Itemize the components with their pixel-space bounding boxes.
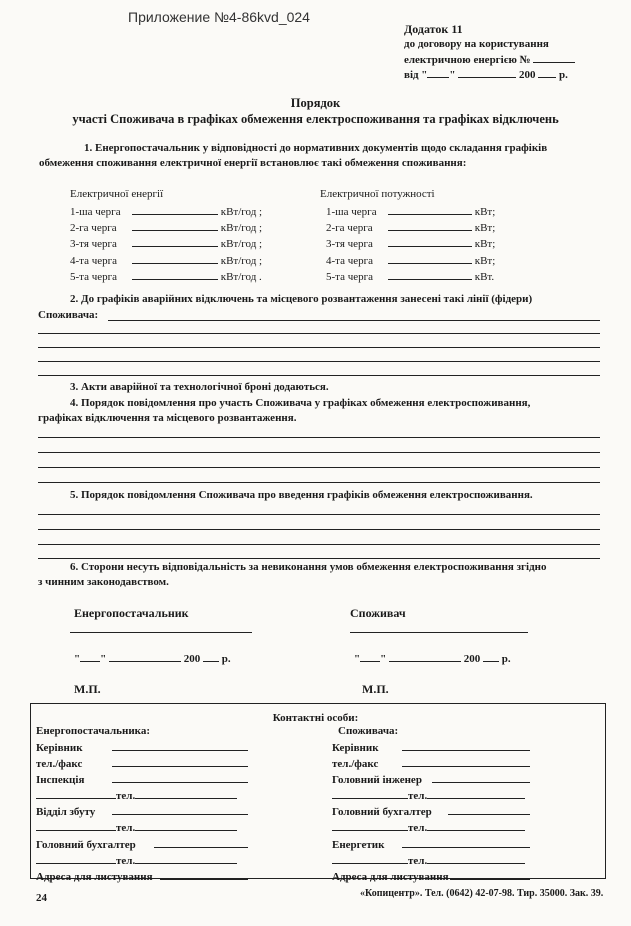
contact-blank[interactable] <box>36 788 116 799</box>
feeder-blank-line[interactable] <box>38 347 600 348</box>
contact-row: Адреса для листування <box>36 869 248 885</box>
year-prefix: 200 <box>519 69 536 81</box>
contact-blank[interactable] <box>450 869 530 880</box>
year-suffix: р. <box>559 69 568 81</box>
contact-blank[interactable] <box>112 756 248 767</box>
power-row: 1-ша черга кВт; <box>326 206 496 218</box>
contact-blank[interactable] <box>160 869 248 880</box>
contacts-title: Контактні особи: <box>272 712 359 724</box>
energy-value-blank[interactable] <box>132 204 218 215</box>
energy-row: 5-та черга кВт/год . <box>70 270 262 283</box>
contact-row: тел. <box>332 820 530 836</box>
supplier-day-blank[interactable] <box>80 651 100 662</box>
contact-blank[interactable] <box>135 820 237 831</box>
supplier-stamp-label: М.П. <box>74 682 101 696</box>
contact-row: тел. <box>36 820 248 836</box>
consumer-signature-label: Споживач <box>350 606 406 620</box>
energy-value-blank[interactable] <box>132 253 218 264</box>
section5-text: 5. Порядок повідомлення Споживача про введення графіків обмеження електроспоживання. <box>70 489 533 501</box>
appendix-date-line <box>404 67 568 81</box>
notification-blank-line[interactable] <box>38 452 600 453</box>
contact-row: Головний інженер <box>332 772 530 788</box>
document-title: Порядок <box>290 96 341 110</box>
section6-line1: 6. Сторони несуть відповідальність за невиконання умов обмеження електроспоживання згідно <box>70 561 547 573</box>
introduction-blank-line[interactable] <box>38 558 600 559</box>
supplier-date-line: " " 200 р. <box>74 653 231 665</box>
contact-row: тел. <box>332 788 530 804</box>
consumer-year-blank[interactable] <box>483 651 499 662</box>
date-quote-open: від " <box>404 69 428 81</box>
month-blank[interactable] <box>458 67 516 78</box>
introduction-blank-line[interactable] <box>38 544 600 545</box>
energy-row: 2-га черга кВт/год ; <box>70 222 263 235</box>
energy-value-blank[interactable] <box>132 269 218 280</box>
contact-row: Головний бухгалтер <box>36 837 248 853</box>
date-quote-close: " <box>449 69 456 81</box>
energy-column-header: Електричної енергії <box>70 188 164 200</box>
power-row: 2-га черга кВт; <box>326 222 496 235</box>
consumer-contacts-header: Споживача: <box>338 725 399 737</box>
power-value-blank[interactable] <box>388 220 472 231</box>
contact-row: тел./факс <box>332 756 530 772</box>
introduction-blank-line[interactable] <box>38 514 600 515</box>
power-limits-list <box>326 204 495 285</box>
section6-line2: з чинним законодавством. <box>38 576 169 588</box>
contact-blank[interactable] <box>36 853 116 864</box>
printer-imprint: «Копицентр». Тел. (0642) 42-07-98. Тир. 35000. Зак. 39. <box>360 888 604 899</box>
contact-blank[interactable] <box>402 740 530 751</box>
power-row: 3-тя черга кВт; <box>326 238 496 251</box>
power-row: 5-та черга кВт. <box>326 270 495 283</box>
day-blank[interactable] <box>427 67 449 78</box>
consumer-day-blank[interactable] <box>360 651 380 662</box>
page-number: 24 <box>36 892 47 904</box>
appendix-contract-label: електричною енергією № <box>404 54 531 66</box>
contact-blank[interactable] <box>332 788 408 799</box>
section2-line2: Споживача: <box>38 309 99 321</box>
contact-row: тел. <box>332 853 530 869</box>
contact-row: тел. <box>36 788 248 804</box>
contact-row: Керівник <box>36 740 248 756</box>
contact-blank[interactable] <box>135 853 237 864</box>
consumer-contacts-list <box>332 740 530 885</box>
power-row: 4-та черга кВт; <box>326 254 496 267</box>
power-value-blank[interactable] <box>388 204 472 215</box>
feeder-blank-line[interactable] <box>108 320 600 321</box>
contact-row: тел. <box>36 853 248 869</box>
notification-blank-line[interactable] <box>38 467 600 468</box>
notification-blank-line[interactable] <box>38 437 600 438</box>
contact-blank[interactable] <box>154 837 248 848</box>
contact-row: Відділ збуту <box>36 804 248 820</box>
supplier-month-blank[interactable] <box>109 651 181 662</box>
appendix-line3 <box>404 52 575 66</box>
contact-blank[interactable] <box>402 756 530 767</box>
contact-row: Інспекція <box>36 772 248 788</box>
consumer-stamp-label: М.П. <box>362 682 389 696</box>
contact-blank[interactable] <box>448 804 530 815</box>
contact-row: Керівник <box>332 740 530 756</box>
supplier-signature-label: Енергопостачальник <box>74 606 189 620</box>
appendix-title: Додаток 11 <box>404 22 463 36</box>
supplier-contacts-header: Енергопостачальника: <box>36 725 151 737</box>
consumer-month-blank[interactable] <box>389 651 461 662</box>
energy-row: 4-та черга кВт/год ; <box>70 254 263 267</box>
contact-blank[interactable] <box>36 820 116 831</box>
document-subtitle: участі Споживача в графіках обмеження електроспоживання та графіках відключень <box>72 112 559 126</box>
contact-blank[interactable] <box>112 804 248 815</box>
supplier-contacts-list <box>36 740 248 885</box>
energy-value-blank[interactable] <box>132 236 218 247</box>
section1-line1: 1. Енергопостачальник у відповідності до нормативних документів щодо складання графіків <box>84 142 548 154</box>
consumer-signature-line[interactable] <box>350 632 528 633</box>
contact-blank[interactable] <box>432 772 530 783</box>
contact-blank[interactable] <box>332 853 408 864</box>
contact-row: Головний бухгалтер <box>332 804 530 820</box>
energy-row: 3-тя черга кВт/год ; <box>70 238 263 251</box>
contact-blank[interactable] <box>135 788 237 799</box>
energy-limits-list <box>70 204 262 285</box>
power-value-blank[interactable] <box>388 269 472 280</box>
appendix-line2: до договору на користування <box>404 38 549 50</box>
notification-blank-line[interactable] <box>38 482 600 483</box>
contact-blank[interactable] <box>332 820 408 831</box>
feeder-blank-line[interactable] <box>38 361 600 362</box>
power-value-blank[interactable] <box>388 253 472 264</box>
contact-row: тел./факс <box>36 756 248 772</box>
contact-blank[interactable] <box>112 772 248 783</box>
introduction-blank-line[interactable] <box>38 529 600 530</box>
contact-blank[interactable] <box>402 837 530 848</box>
power-column-header: Електричної потужності <box>320 188 435 200</box>
energy-value-blank[interactable] <box>132 220 218 231</box>
contact-blank[interactable] <box>427 788 525 799</box>
power-value-blank[interactable] <box>388 236 472 247</box>
section3-text: 3. Акти аварійної та технологічної броні додаються. <box>70 381 329 393</box>
contract-number-blank[interactable] <box>533 52 575 63</box>
section1-line2: обмеження споживання електричної енергії встановлює такі обмеження споживання: <box>39 157 467 169</box>
energy-row: 1-ша черга кВт/год ; <box>70 206 263 218</box>
section2-line1: 2. До графіків аварійних відключень та місцевого розвантаження занесені такі лінії (фідери) <box>70 293 533 305</box>
contact-row: Енергетик <box>332 837 530 853</box>
feeder-blank-line[interactable] <box>38 375 600 376</box>
section4-line2: графіках відключення та місцевого розвантаження. <box>38 412 297 424</box>
consumer-date-line: " " 200 р. <box>354 653 511 665</box>
supplier-signature-line[interactable] <box>70 632 252 633</box>
contact-blank[interactable] <box>427 820 525 831</box>
file-label: Приложение №4-86kvd_024 <box>128 9 310 25</box>
year-blank[interactable] <box>538 67 556 78</box>
contact-row: Адреса для листування <box>332 869 530 885</box>
supplier-year-blank[interactable] <box>203 651 219 662</box>
contact-blank[interactable] <box>112 740 248 751</box>
feeder-blank-line[interactable] <box>38 333 600 334</box>
section4-line1: 4. Порядок повідомлення про участь Споживача у графіках обмеження електроспоживання, <box>70 397 531 409</box>
contact-blank[interactable] <box>427 853 525 864</box>
